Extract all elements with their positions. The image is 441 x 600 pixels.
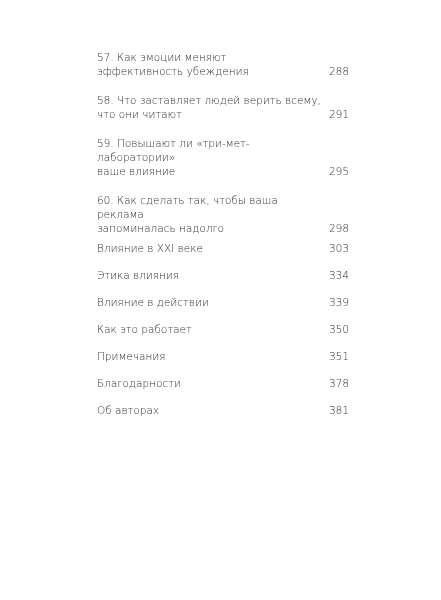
toc-entry-title: 59. Повышают ли «три-мет-лаборатории» ваше влияние	[97, 138, 250, 178]
toc-entry-page: 303	[328, 243, 349, 255]
toc-entry-influence-21st-century[interactable]	[97, 242, 349, 256]
toc-chapters	[97, 51, 349, 251]
toc-entry-notes[interactable]	[97, 350, 349, 364]
toc-entry-title: Об авторах	[97, 405, 160, 417]
toc-entry-influence-in-action[interactable]	[97, 296, 349, 310]
toc-entry-title: Примечания	[97, 351, 166, 363]
toc-entry-page: 295	[328, 166, 349, 178]
toc-entry-57[interactable]	[97, 51, 349, 79]
toc-entry-page: 291	[328, 109, 349, 121]
toc-entry-58[interactable]	[97, 94, 349, 122]
toc-entry-title: Влияние в XXI веке	[97, 243, 203, 255]
toc-entry-how-it-works[interactable]	[97, 323, 349, 337]
toc-entry-page: 350	[328, 324, 349, 336]
toc-entry-page: 334	[328, 270, 349, 282]
toc-entry-title: 60. Как сделать так, чтобы ваша реклама запоминалась надолго	[97, 195, 278, 235]
toc-entry-title: 58. Что заставляет людей верить всему, что они читают	[97, 95, 321, 121]
toc-entry-title: Как это работает	[97, 324, 192, 336]
toc-entry-page: 351	[328, 351, 349, 363]
toc-entry-59[interactable]	[97, 137, 349, 179]
toc-entry-about-authors[interactable]	[97, 404, 349, 418]
toc-entry-title: 57. Как эмоции меняют эффективность убеждения	[97, 52, 249, 78]
toc-entry-ethics[interactable]	[97, 269, 349, 283]
toc-entry-page: 339	[328, 297, 349, 309]
toc-entry-title: Влияние в действии	[97, 297, 209, 309]
toc-entry-page: 288	[328, 66, 349, 78]
toc-entry-60[interactable]	[97, 194, 349, 236]
toc-entry-page: 381	[328, 405, 349, 417]
toc-entry-page: 378	[328, 378, 349, 390]
toc-entry-title: Благодарности	[97, 378, 181, 390]
toc-entry-acknowledgements[interactable]	[97, 377, 349, 391]
toc-entry-title: Этика влияния	[97, 270, 180, 282]
toc-entry-page: 298	[328, 223, 349, 235]
toc-sections	[97, 242, 349, 431]
